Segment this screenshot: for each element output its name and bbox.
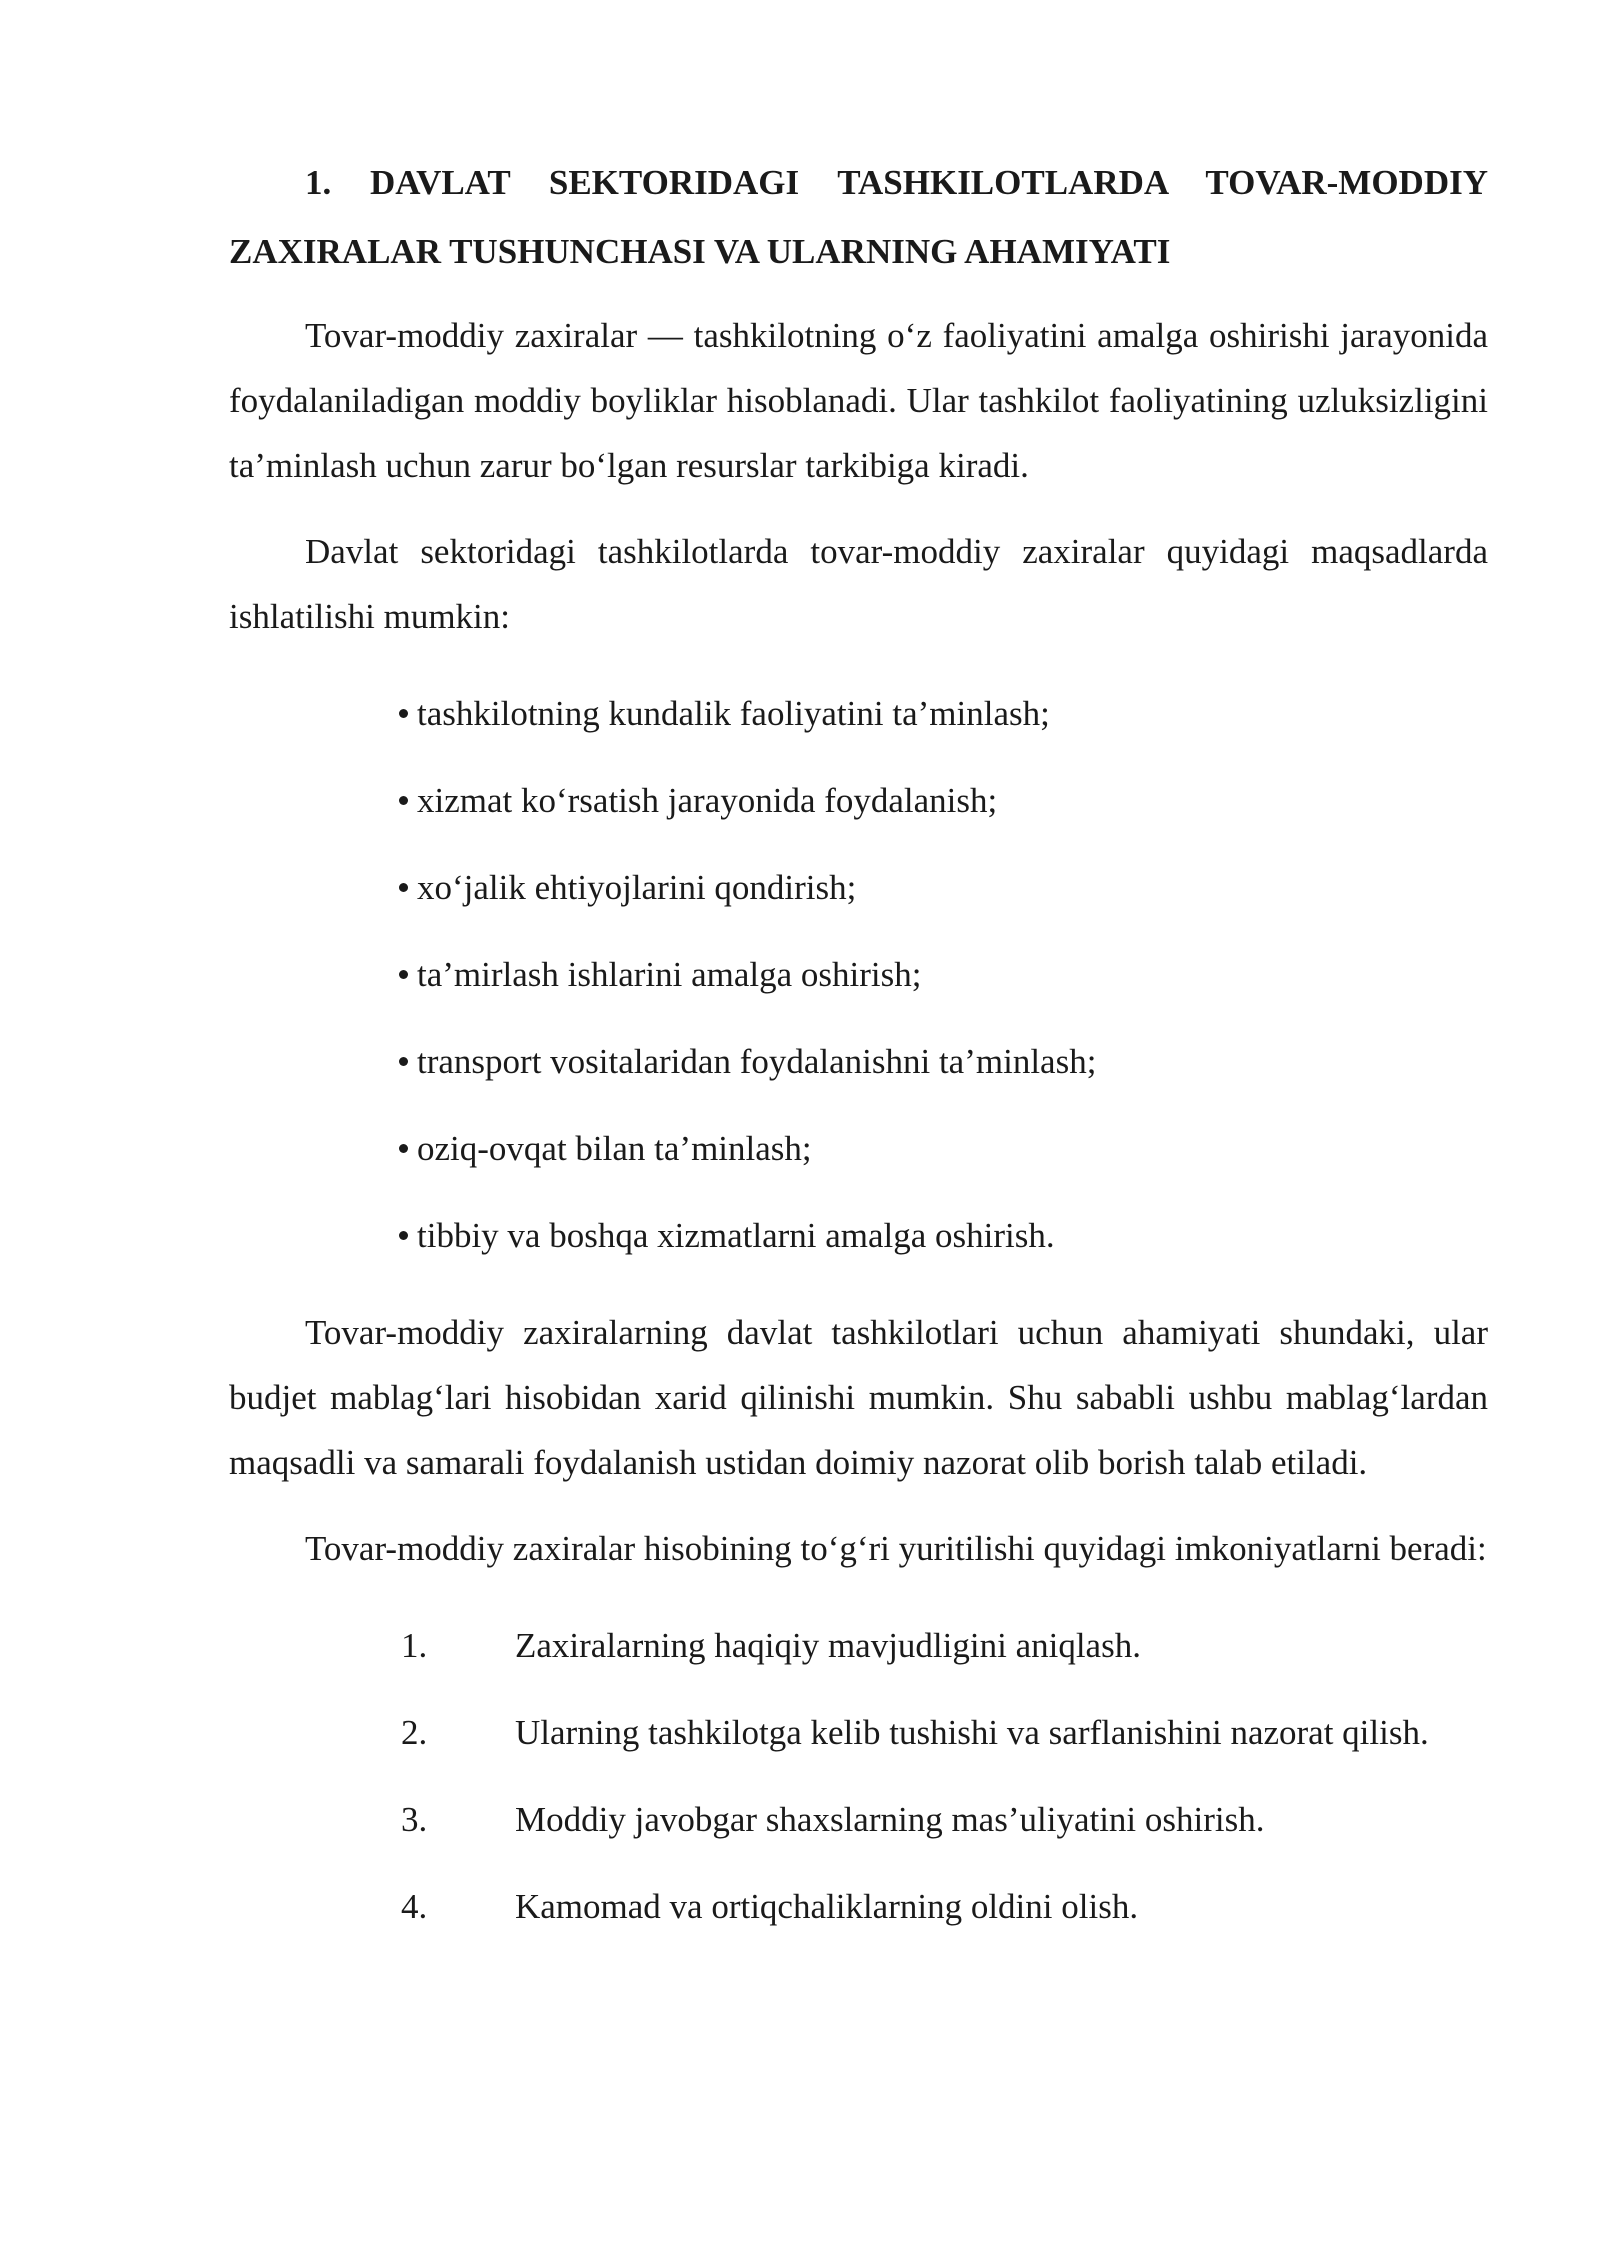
bullet-icon: [399, 709, 408, 718]
bullet-icon: [399, 1057, 408, 1066]
item-number: 2.: [401, 1713, 428, 1752]
item-text: Kamomad va ortiqchaliklarning oldini olish.: [515, 1887, 1139, 1926]
list-item: ta’mirlash ishlarini amalga oshirish;: [399, 931, 1488, 1018]
list-item: [401, 1776, 1511, 1863]
item-text: Zaxiralarning haqiqiy mavjudligini aniqlash.: [515, 1626, 1141, 1665]
item-number: 4.: [401, 1887, 428, 1926]
bullet-icon: [399, 970, 408, 979]
bullet-icon: [399, 1231, 408, 1240]
bullet-icon: [399, 883, 408, 892]
list-item: [401, 1602, 1511, 1689]
list-item: tibbiy va boshqa xizmatlarni amalga oshirish.: [399, 1192, 1488, 1279]
item-text: Ularning tashkilotga kelib tushishi va sarflanishini nazorat qilish.: [515, 1713, 1429, 1752]
list-item: xizmat ko‘rsatish jarayonida foydalanish;: [399, 757, 1488, 844]
list-item: transport vositalaridan foydalanishni ta’minlash;: [399, 1018, 1488, 1105]
section-heading: 1. DAVLAT SEKTORIDAGI TASHKILOTLARDA TOVAR-MODDIY ZAXIRALAR TUSHUNCHASI VA ULARNING AHAMIYATI: [229, 163, 1488, 271]
paragraph-purposes-intro: Davlat sektoridagi tashkilotlarda tovar-moddiy zaxiralar quyidagi maqsadlarda ishlatilishi mumkin:: [229, 532, 1488, 636]
item-number: 1.: [401, 1626, 428, 1665]
paragraph-definition: Tovar-moddiy zaxiralar — tashkilotning o‘z faoliyatini amalga oshirishi jarayonida foydalaniladigan moddiy boyliklar hisoblanadi. Ular tashkilot faoliyatining uzluksizligini ta’minlash uchun zarur bo‘lgan resurslar tarkibiga kiradi.: [229, 316, 1488, 485]
list-item: xo‘jalik ehtiyojlarini qondirish;: [399, 844, 1488, 931]
bullet-icon: [399, 1144, 408, 1153]
document-page: [229, 148, 1488, 1950]
item-number: 3.: [401, 1800, 428, 1839]
benefits-numbered-list: [229, 1602, 1511, 1950]
paragraph-accounting-intro: Tovar-moddiy zaxiralar hisobining to‘g‘ri yuritilishi quyidagi imkoniyatlarni beradi:: [305, 1529, 1487, 1568]
paragraph-importance: Tovar-moddiy zaxiralarning davlat tashkilotlari uchun ahamiyati shundaki, ular budjet mablag‘lari hisobidan xarid qilinishi mumkin. Shu sababli ushbu mablag‘lardan maqsadli va samarali foydalanish ustidan doimiy nazorat olib borish talab etiladi.: [229, 1313, 1488, 1482]
list-item: [401, 1863, 1511, 1950]
item-text: Moddiy javobgar shaxslarning mas’uliyatini oshirish.: [515, 1800, 1265, 1839]
list-item: [401, 1689, 1511, 1776]
list-item: tashkilotning kundalik faoliyatini ta’minlash;: [399, 670, 1488, 757]
list-item: oziq-ovqat bilan ta’minlash;: [399, 1105, 1488, 1192]
bullet-icon: [399, 796, 408, 805]
purposes-bullet-list: [229, 670, 1488, 1279]
